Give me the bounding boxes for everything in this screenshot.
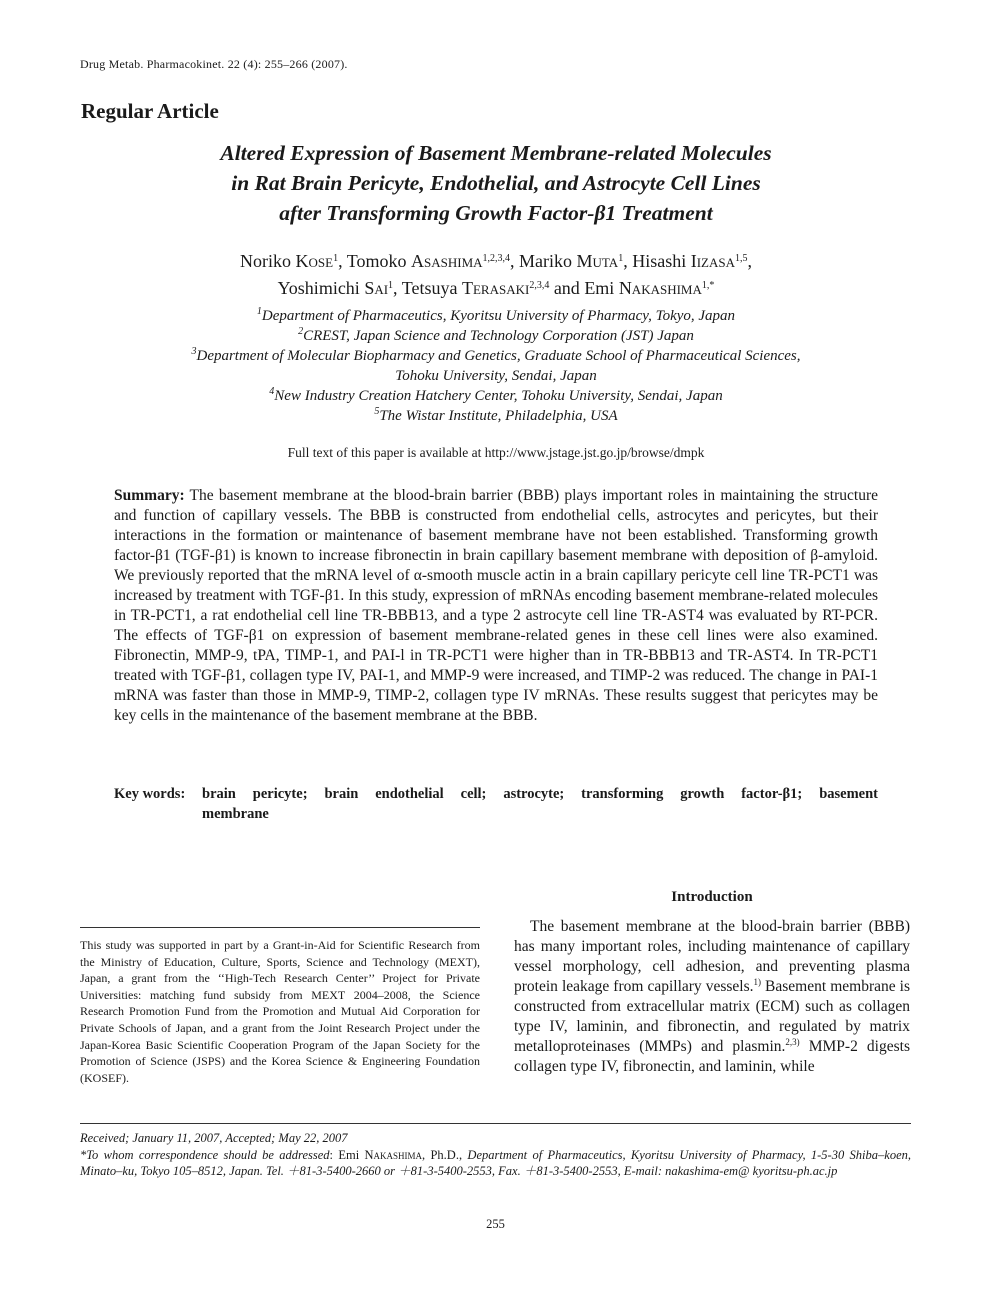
author-first: Tomoko xyxy=(346,251,411,271)
author-affil-sup: 1 xyxy=(388,280,394,291)
keywords-label: Key words: xyxy=(114,786,186,802)
author-line xyxy=(120,248,872,275)
author-first: Mariko xyxy=(519,251,577,271)
corr-name-last: Nakashima xyxy=(364,1147,423,1162)
affil-number: 2 xyxy=(298,326,304,337)
footnote-divider xyxy=(80,927,480,928)
summary-text: The basement membrane at the blood-brain barrier (BBB) plays important roles in maintaining the structure and function of capillary vessels. The BBB is constructed from endothelial cells, astrocytes and pericytes, but their interactions in the formation or maintenance of basement membrane have not been established. Transforming growth factor-β1 (TGF-β1) is known to increase fibronectin in brain capillary basement membrane with deposition of β-amyloid. We previously reported that the mRNA level of α-smooth muscle actin in a brain capillary pericyte cell line TR-PCT1 was increased by treatment with TGF-β1. In this study, expression of mRNAs encoding basement membrane-related molecules in TR-PCT1, a rat endothelial cell line TR-BBB13, and a type 2 astrocyte cell line TR-AST4 was evaluated by RT-PCR. The effects of TGF-β1 on expression of basement membrane-related genes in these cell lines were also examined. Fibronectin, MMP-9, tPA, TIMP-1, and PAI-l in TR-PCT1 were higher than in TR-BBB13 and TR-AST4. In TR-PCT1 treated with TGF-β1, collagen type IV, PAI-1, and MMP-9 were increased, and TIMP-2 was reduced. The change in PAI-1 mRNA was faster than those in MMP-9, TIMP-2, collagen type IV mRNAs. These results suggest that pericytes may be key cells in the maintenance of the basement membrane at the BBB. xyxy=(114,487,878,724)
affil-number: 4 xyxy=(269,386,275,397)
affil-text: CREST, Japan Science and Technology Corporation (JST) Japan xyxy=(303,328,694,344)
author-first: Noriko xyxy=(240,251,296,271)
author-affil-sup: 1,* xyxy=(701,280,715,291)
affil-number: 1 xyxy=(256,306,262,317)
citation: 2,3) xyxy=(785,1037,800,1047)
introduction-body xyxy=(514,917,910,1077)
text-run: Basement membrane is constructed from extracellular matrix (ECM) such as collagen type IV, laminin, and fibronectin, and regulated by matrix metalloproteinases (MMPs) and plasmin. xyxy=(514,978,910,1055)
affil-text: Department of Molecular Biopharmacy and Genetics, Graduate School of Pharmaceutical Sciences, xyxy=(196,348,801,364)
author-last: Terasaki xyxy=(461,278,530,298)
affiliation xyxy=(100,386,892,406)
corr-colon: : xyxy=(329,1147,339,1162)
separator: , xyxy=(747,251,752,271)
affil-text: New Industry Creation Hatchery Center, Tohoku University, Sendai, Japan xyxy=(274,388,723,404)
article-title xyxy=(150,138,842,228)
author-affil-sup: 1,2,3,4 xyxy=(482,253,511,264)
author-last: Sai xyxy=(364,278,389,298)
citation: 1) xyxy=(753,977,762,987)
paragraph xyxy=(514,917,910,1077)
author-last: Muta xyxy=(576,251,619,271)
keywords xyxy=(114,784,878,824)
affiliation xyxy=(100,346,892,366)
corr-label: *To whom correspondence should be addressed xyxy=(80,1147,330,1162)
conjunction: and xyxy=(549,278,585,298)
correspondence xyxy=(80,1147,911,1180)
affil-number: 3 xyxy=(191,346,197,357)
affil-text: The Wistar Institute, Philadelphia, USA xyxy=(379,408,618,424)
author-first: Hisashi xyxy=(632,251,691,271)
keywords-text: brain pericyte; brain endothelial cell; astrocyte; transforming growth factor-β1; basement xyxy=(202,786,878,802)
title-line: Altered Expression of Basement Membrane-related Molecules xyxy=(220,141,772,165)
author-list xyxy=(120,248,872,302)
full-text-note: Full text of this paper is available at http://www.jstage.jst.go.jp/browse/dmpk xyxy=(287,445,705,460)
article-type: Regular Article xyxy=(81,99,219,123)
footer-divider xyxy=(80,1123,911,1124)
affiliation xyxy=(100,306,892,326)
author-first: Yoshimichi xyxy=(277,278,365,298)
text-run: MMP-2 digests collagen type IV, fibronectin, and laminin, while xyxy=(514,1038,910,1075)
author-affil-sup: 1,5 xyxy=(734,253,748,264)
affiliation-cont: Tohoku University, Sendai, Japan xyxy=(395,368,597,384)
keywords-text-cont: membrane xyxy=(202,806,269,822)
summary-label: Summary: xyxy=(114,487,185,504)
author-affil-sup: 1 xyxy=(333,253,339,264)
journal-reference: Drug Metab. Pharmacokinet. 22 (4): 255–266 (2007). xyxy=(80,57,348,71)
title-line: after Transforming Growth Factor-β1 Treatment xyxy=(279,201,713,225)
corr-address: Department of Pharmaceutics, Kyoritsu University of Pharmacy, 1-5-30 Shiba–koen, Minato–ku, Tokyo 105–8512, Japan. Tel. ＋81-3-5400-2660 or ＋81-3-5400-2553, Fax. ＋81-3-5400-2553, E-mail: nakashima-em@ kyoritsu-ph.ac.jp xyxy=(80,1147,911,1178)
author-first: Tetsuya xyxy=(401,278,462,298)
affiliations xyxy=(100,306,892,426)
corr-name-first: Emi xyxy=(338,1147,365,1162)
separator: , xyxy=(623,251,633,271)
corr-degree: , Ph.D., xyxy=(422,1147,468,1162)
section-heading: Introduction xyxy=(671,889,753,905)
author-line xyxy=(120,275,872,302)
text-run: The basement membrane at the blood-brain barrier (BBB) has many important roles, including maintenance of capillary vessel morphology, cell adhesion, and preventing plasma protein leakage from capillary vessels. xyxy=(514,918,910,995)
author-affil-sup: 1 xyxy=(618,253,624,264)
separator: , xyxy=(338,251,347,271)
affiliation xyxy=(100,326,892,346)
author-last: Kose xyxy=(295,251,334,271)
author-last: Nakashima xyxy=(618,278,702,298)
footer-notes xyxy=(80,1130,911,1180)
author-last: Iizasa xyxy=(690,251,735,271)
funding-note: This study was supported in part by a Grant-in-Aid for Scientific Research from the Ministry of Education, Culture, Sports, Science and Technology (MEXT), Japan, a grant from the ‘‘High-Tech Research Center’’ Project for Private Universities: matching fund subsidy from MEXT 2004–2008, the Science Research Promotion Fund from the Promotion and Mutual Aid Corporation for Private Schools of Japan, and a grant from the Joint Research Project under the Japan-Korea Basic Scientific Cooperation Program of the Japan Society for the Promotion of Science (JSPS) and the Korea Science & Engineering Foundation (KOSEF). xyxy=(80,938,480,1085)
received-dates: Received; January 11, 2007, Accepted; May 22, 2007 xyxy=(80,1131,348,1145)
title-line: in Rat Brain Pericyte, Endothelial, and Astrocyte Cell Lines xyxy=(231,171,761,195)
author-last: Asashima xyxy=(411,251,483,271)
affil-number: 5 xyxy=(374,406,380,417)
author-affil-sup: 2,3,4 xyxy=(529,280,550,291)
affiliation xyxy=(100,406,892,426)
author-first: Emi xyxy=(584,278,619,298)
separator: , xyxy=(510,251,520,271)
page-number: 255 xyxy=(486,1217,505,1231)
separator: , xyxy=(393,278,402,298)
affil-text: Department of Pharmaceutics, Kyoritsu University of Pharmacy, Tokyo, Japan xyxy=(261,308,736,324)
abstract xyxy=(114,486,878,726)
